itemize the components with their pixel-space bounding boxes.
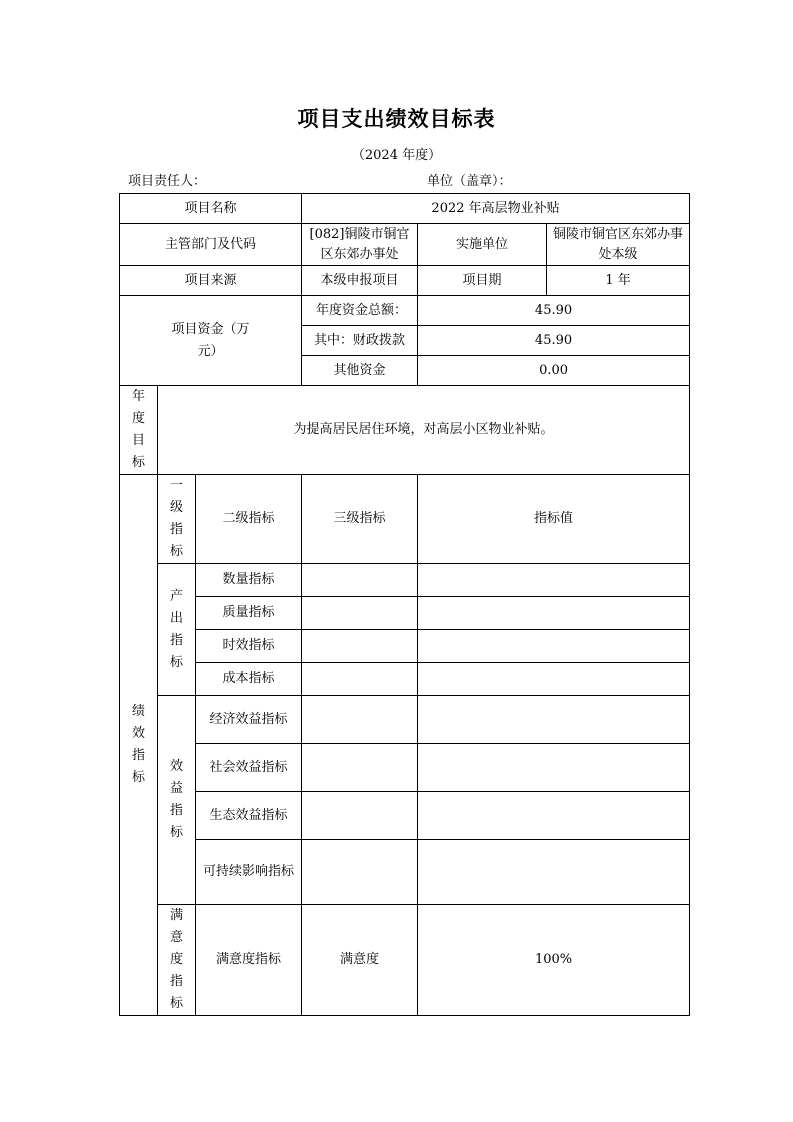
output-item: 质量指标 [196,597,302,630]
benefit-row [120,840,690,905]
satisfaction-indicators-label: 满意度指标 [158,905,196,1016]
satisfaction-value: 100% [418,905,690,1016]
output-item: 数量指标 [196,564,302,597]
value-cell [418,696,690,744]
indicator-header-row [120,475,690,564]
page-title: 项目支出绩效目标表 [297,107,496,131]
other-funds-label: 其他资金 [302,356,418,386]
benefit-item: 生态效益指标 [196,792,302,840]
department-value: [082]铜陵市铜官区东郊办事处 [302,224,418,266]
level3-cell [302,744,418,792]
funds-total-row [120,296,690,326]
output-row [120,663,690,696]
benefit-item: 社会效益指标 [196,744,302,792]
fiscal-allocation-value: 45.90 [418,326,690,356]
value-cell [418,564,690,597]
implementing-unit-value: 铜陵市铜官区东郊办事处本级 [547,224,690,266]
level1-header: 一级指标 [158,475,196,564]
benefit-item: 经济效益指标 [196,696,302,744]
responsible-person-label: 项目责任人： [128,174,207,189]
level2-header: 二级指标 [196,475,302,564]
output-row [120,597,690,630]
project-funds-label-text: 项目资金（万元） [171,321,250,359]
level3-header: 三级指标 [302,475,418,564]
project-period-value: 1 年 [547,266,690,296]
annual-goal-row [120,386,690,475]
benefit-row [120,744,690,792]
benefit-row [120,792,690,840]
project-source-label: 项目来源 [120,266,302,296]
satisfaction-level2: 满意度指标 [196,905,302,1016]
department-label: 主管部门及代码 [120,224,302,266]
performance-indicators-label: 绩效指标 [120,475,158,1016]
value-cell [418,663,690,696]
project-name-row [120,194,690,224]
benefit-item: 可持续影响指标 [196,840,302,905]
benefit-indicators-label: 效益指标 [158,696,196,905]
value-cell [418,840,690,905]
annual-goal-text: 为提高居民居住环境，对高层小区物业补贴。 [158,386,690,475]
output-row [120,564,690,597]
value-cell [418,744,690,792]
value-header: 指标值 [418,475,690,564]
level3-cell [302,564,418,597]
satisfaction-row [120,905,690,1016]
value-cell [418,597,690,630]
project-name-label: 项目名称 [120,194,302,224]
level3-cell [302,663,418,696]
project-period-label: 项目期 [418,266,547,296]
level3-cell [302,630,418,663]
output-row [120,630,690,663]
output-indicators-label: 产出指标 [158,564,196,696]
value-cell [418,792,690,840]
level3-cell [302,792,418,840]
satisfaction-level3: 满意度 [302,905,418,1016]
level3-cell [302,840,418,905]
benefit-row [120,696,690,744]
other-funds-value: 0.00 [418,356,690,386]
project-name-value: 2022 年高层物业补贴 [302,194,690,224]
performance-target-table [119,193,690,1016]
department-row [120,224,690,266]
source-row [120,266,690,296]
value-cell [418,630,690,663]
annual-goal-label: 年度目标 [120,386,158,475]
project-source-value: 本级申报项目 [302,266,418,296]
fiscal-allocation-label: 其中：财政拨款 [302,326,418,356]
implementing-unit-label: 实施单位 [418,224,547,266]
project-funds-label [120,296,302,386]
level3-cell [302,696,418,744]
output-item: 时效指标 [196,630,302,663]
level3-cell [302,597,418,630]
unit-seal-label: 单位（盖章）： [427,174,512,189]
fiscal-year: （2024 年度） [351,148,442,163]
output-item: 成本指标 [196,663,302,696]
annual-total-label: 年度资金总额： [302,296,418,326]
annual-total-value: 45.90 [418,296,690,326]
